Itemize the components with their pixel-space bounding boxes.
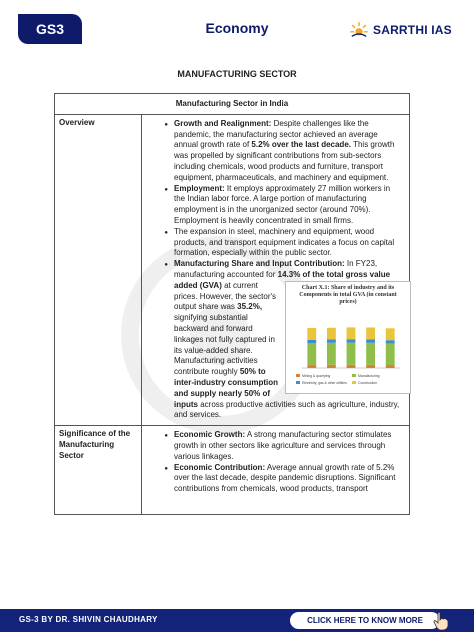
bar-segment xyxy=(366,327,375,339)
brand-logo[interactable] xyxy=(350,20,460,40)
legend-label: Electricity, gas & other utilities xyxy=(302,380,347,385)
significance-content xyxy=(142,426,410,515)
bar-segment xyxy=(307,328,316,340)
bar-segment xyxy=(307,364,316,367)
bar-segment xyxy=(386,365,395,368)
bar-segment xyxy=(347,342,356,364)
bar-segment xyxy=(386,328,395,340)
bar-segment xyxy=(347,365,356,368)
subject-title: Economy xyxy=(205,20,269,36)
brand-name: SARRTHI IAS xyxy=(373,23,452,37)
legend-swatch xyxy=(296,381,300,384)
bar-segment xyxy=(386,343,395,365)
page-header xyxy=(0,0,474,60)
legend-label: Construction xyxy=(358,380,378,385)
table-row xyxy=(55,114,410,425)
bar-segment xyxy=(327,328,336,340)
legend-label: Manufacturing xyxy=(358,373,380,378)
legend-swatch xyxy=(296,374,300,377)
bar-segment xyxy=(366,365,375,368)
list-item: • The expansion in steel, machinery and equipment, wood products, and transport equipment indicates a focus on capital formation, especially within the public sector. xyxy=(168,227,403,259)
row-label-significance: Significance of the Manufacturing Sector xyxy=(55,426,142,515)
bar-segment xyxy=(327,339,336,342)
bar-segment xyxy=(327,365,336,368)
bar-segment xyxy=(307,343,316,365)
list-item: • Employment: It employs approximately 27 million workers in the Indian labor force. A large portion of manufacturing employment is in the unorganized sector (around 70%). Employment is heavily concentrated in small firms. xyxy=(168,184,403,227)
list-item: • Manufacturing Share and Input Contribution: In FY23, manufacturing accounted for 14.3% of the total gross value added (GVA) Chart X.1: Share of industry and its Components in total GVA (in constant prices) Mining & quarrying Manufacturing Electricity, gas & other utilities Construction at current prices. However, the sector's output share was 35.2%, signifying substantial backward and forward linkages not fully captured in its value-added share. Manufacturing activities contribute roughly 50% to inter-industry consumption and supply nearly 50% of inputs across productive activities such as agriculture, industry, and services. xyxy=(168,259,403,421)
know-more-button[interactable]: CLICK HERE TO KNOW MORE xyxy=(290,612,440,629)
bar-segment xyxy=(386,340,395,343)
bar-segment xyxy=(307,340,316,343)
legend-swatch xyxy=(352,374,356,377)
legend-swatch xyxy=(352,381,356,384)
bar-segment xyxy=(347,327,356,339)
bar-segment xyxy=(366,343,375,365)
table-row xyxy=(55,426,410,515)
bar-segment xyxy=(327,343,336,365)
footer-author: GS-3 BY DR. SHIVIN CHAUDHARY xyxy=(19,615,158,624)
chart-figure xyxy=(285,281,411,394)
list-item: • Economic Growth: A strong manufacturing sector stimulates growth in other sectors like agriculture and services through various linkages. xyxy=(168,430,403,462)
legend-label: Mining & quarrying xyxy=(302,373,331,378)
pointing-hand-icon xyxy=(432,611,450,631)
bar-segment xyxy=(366,339,375,342)
table-title: Manufacturing Sector in India xyxy=(55,94,410,115)
page-footer xyxy=(0,609,474,632)
chart-title: Chart X.1: Share of industry and its Components in total GVA (in constant prices) xyxy=(299,284,397,305)
bar-chart xyxy=(292,308,404,390)
document-title: MANUFACTURING SECTOR xyxy=(177,69,297,79)
list-item: • Economic Contribution: Average annual growth rate of 5.2% over the last decade, despite pandemic disruptions. Significant contributions from chemicals, wood products, transport xyxy=(168,463,403,495)
row-label-overview: Overview xyxy=(55,114,142,425)
paper-badge: GS3 xyxy=(18,14,82,44)
list-item: • Growth and Realignment: Despite challenges like the pandemic, the manufacturing sector achieved an average annual growth rate of 5.2% over the last decade. This growth was propelled by significant contributions from sub-sectors including chemicals, wood products and furniture, transport equipment, pharmaceuticals, and machinery and equipment. xyxy=(168,119,403,184)
sunrise-logo-icon xyxy=(350,21,368,39)
content-table xyxy=(54,93,410,515)
bar-segment xyxy=(347,339,356,342)
overview-content xyxy=(142,114,410,425)
